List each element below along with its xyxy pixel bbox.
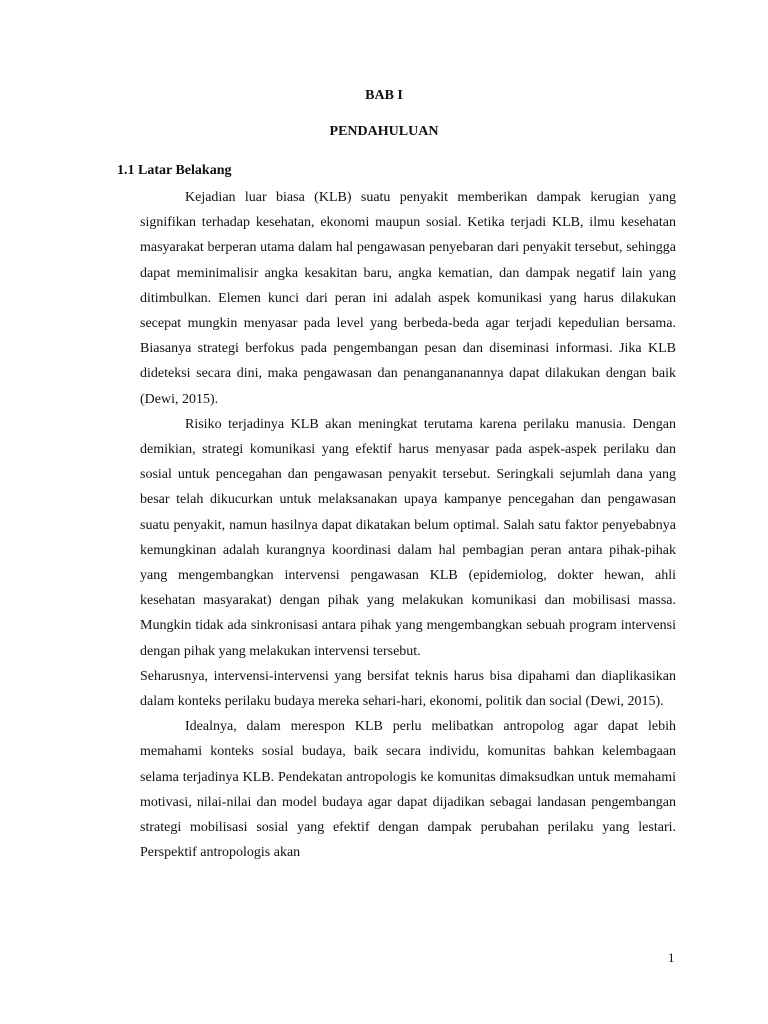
paragraph-1: Kejadian luar biasa (KLB) suatu penyakit memberikan dampak kerugian yang signifikan terhadap kesehatan, ekonomi maupun sosial. Ketika terjadi KLB, ilmu kesehatan masyarakat berperan utama dalam hal pengawasan penyebaran dari penyakit tersebut, sehingga dapat meminimalisir angka kesakitan baru, angka kematian, dan dampak negatif lain yang ditimbulkan. Elemen kunci dari peran ini adalah aspek komunikasi yang harus dilakukan secepat mungkin menyasar pada level yang berbeda-beda agar terjadi kepedulian bersama. Biasanya strategi berfokus pada pengembangan pesan dan diseminasi informasi. Jika KLB dideteksi secara dini, maka pengawasan dan penangananannya dapat dilakukan dengan baik (Dewi, 2015).: [140, 190, 676, 407]
paragraph-4: Idealnya, dalam merespon KLB perlu melibatkan antropolog agar dapat lebih memahami konteks sosial budaya, baik secara individu, komunitas bahkan kelembagaan selama terjadinya KLB. Pendekatan antropologis ke komunitas dimaksudkan untuk memahami motivasi, nilai-nilai dan model budaya agar dapat dijadikan sebagai landasan pengembangan strategi mobilisasi sosial yang efektif dengan dampak perubahan perilaku yang lestari. Perspektif antropologis akan: [140, 719, 676, 861]
chapter-title: PENDAHULUAN: [329, 124, 439, 139]
paragraph-3: Seharusnya, intervensi-intervensi yang bersifat teknis harus bisa dipahami dan diaplikasikan dalam konteks perilaku budaya mereka sehari-hari, ekonomi, politik dan social (Dewi, 2015).: [140, 668, 676, 710]
subsection-heading: 1.1 Latar Belakang: [117, 163, 232, 178]
paragraph-2: Risiko terjadinya KLB akan meningkat terutama karena perilaku manusia. Dengan demikian, strategi komunikasi yang efektif harus menyasar pada aspek-aspek perilaku dan sosial untuk pencegahan dan pengawasan penyakit tersebut. Seringkali sejumlah dana yang besar telah dikucurkan untuk melaksanakan upaya kampanye pencegahan dan pengawasan suatu penyakit, namun hasilnya dapat dikatakan belum optimal. Salah satu faktor penyebabnya kemungkinan adalah kurangnya koordinasi dalam hal pembagian peran antara pihak-pihak yang mengembangkan intervensi pengawasan KLB (epidemiolog, dokter hewan, ahli kesehatan masyarakat) dengan pihak yang melakukan komunikasi dan mobilisasi massa. Mungkin tidak ada sinkronisasi antara pihak yang mengembangkan sebuah program intervensi dengan pihak yang melakukan intervensi tersebut.: [140, 416, 676, 659]
chapter-heading: BAB I: [365, 88, 403, 103]
page-number: 1: [668, 950, 675, 965]
body-text: [140, 185, 676, 865]
